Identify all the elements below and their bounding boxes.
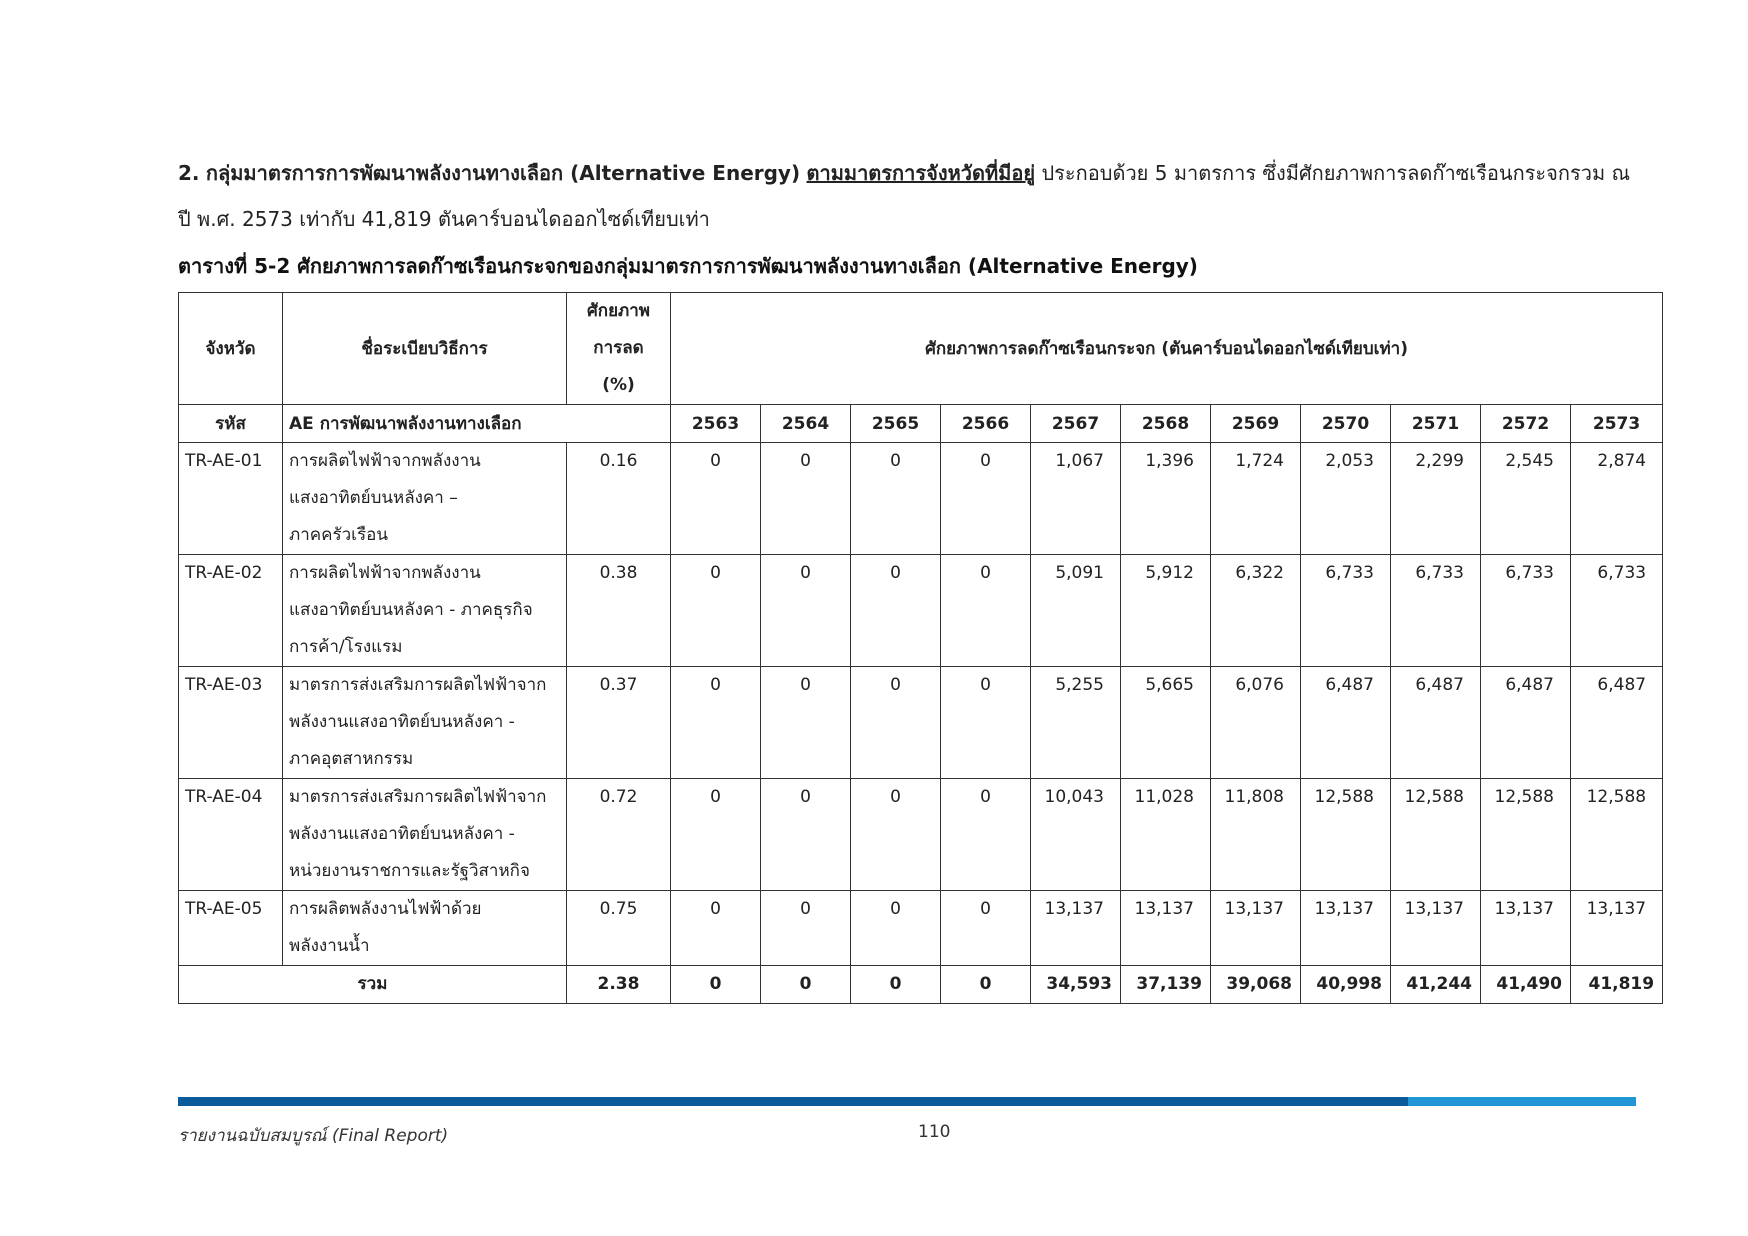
year-header: 2571	[1391, 405, 1481, 443]
row-value: 2,299	[1391, 443, 1481, 555]
year-header: 2568	[1121, 405, 1211, 443]
row-value: 6,487	[1481, 667, 1571, 779]
intro-number: 2.	[178, 161, 200, 185]
row-name-line: การผลิตไฟฟ้าจากพลังงาน	[289, 451, 481, 471]
row-code: TR-AE-05	[179, 891, 283, 966]
table-row	[179, 443, 1663, 555]
row-value: 2,545	[1481, 443, 1571, 555]
total-value: 40,998	[1301, 966, 1391, 1004]
row-value: 13,137	[1571, 891, 1663, 966]
row-value: 6,733	[1571, 555, 1663, 667]
row-name-line: การค้า/โรงแรม	[289, 637, 403, 657]
row-pct: 0.75	[567, 891, 671, 966]
header-group: AE การพัฒนาพลังงานทางเลือก	[283, 405, 671, 443]
header-potential-line2: การลด	[593, 338, 644, 358]
header-row-2	[179, 405, 1663, 443]
row-value: 13,137	[1481, 891, 1571, 966]
row-name-line: มาตรการส่งเสริมการผลิตไฟฟ้าจาก	[289, 675, 547, 695]
row-value: 13,137	[1031, 891, 1121, 966]
row-value: 13,137	[1301, 891, 1391, 966]
row-name-line: การผลิตไฟฟ้าจากพลังงาน	[289, 563, 481, 583]
row-value: 5,665	[1121, 667, 1211, 779]
row-value: 1,724	[1211, 443, 1301, 555]
row-value: 0	[851, 891, 941, 966]
total-value: 39,068	[1211, 966, 1301, 1004]
row-value: 5,091	[1031, 555, 1121, 667]
header-method: ชื่อระเบียบวิธีการ	[283, 293, 567, 405]
row-value: 13,137	[1121, 891, 1211, 966]
row-value: 13,137	[1211, 891, 1301, 966]
row-name-line: พลังงานแสงอาทิตย์บนหลังคา -	[289, 712, 515, 732]
year-header: 2570	[1301, 405, 1391, 443]
row-name-line: พลังงานน้ำ	[289, 936, 370, 956]
header-province: จังหวัด	[179, 293, 283, 405]
row-value: 0	[941, 555, 1031, 667]
year-header: 2572	[1481, 405, 1571, 443]
row-value: 1,396	[1121, 443, 1211, 555]
row-code: TR-AE-03	[179, 667, 283, 779]
row-value: 12,588	[1481, 779, 1571, 891]
total-value: 0	[851, 966, 941, 1004]
total-value: 0	[761, 966, 851, 1004]
total-value: 41,819	[1571, 966, 1663, 1004]
intro-title: กลุ่มมาตรการการพัฒนาพลังงานทางเลือก (Alternative Energy)	[205, 161, 801, 185]
table-body	[179, 443, 1663, 966]
row-code: TR-AE-01	[179, 443, 283, 555]
row-value: 5,912	[1121, 555, 1211, 667]
row-value: 6,733	[1481, 555, 1571, 667]
row-code: TR-AE-04	[179, 779, 283, 891]
row-value: 6,733	[1301, 555, 1391, 667]
row-value: 6,487	[1571, 667, 1663, 779]
row-value: 11,028	[1121, 779, 1211, 891]
row-name	[283, 779, 567, 891]
table-row	[179, 779, 1663, 891]
row-pct: 0.16	[567, 443, 671, 555]
row-value: 0	[941, 891, 1031, 966]
footer-report-title: รายงานฉบับสมบูรณ์ (Final Report)	[178, 1126, 449, 1146]
total-pct: 2.38	[567, 966, 671, 1004]
row-pct: 0.37	[567, 667, 671, 779]
row-value: 0	[761, 891, 851, 966]
row-value: 6,322	[1211, 555, 1301, 667]
total-value: 0	[671, 966, 761, 1004]
row-value: 0	[941, 779, 1031, 891]
header-potential-line3: (%)	[602, 375, 635, 395]
row-value: 0	[851, 443, 941, 555]
year-header: 2569	[1211, 405, 1301, 443]
row-value: 0	[851, 667, 941, 779]
year-header: 2567	[1031, 405, 1121, 443]
row-value: 0	[761, 443, 851, 555]
year-header: 2573	[1571, 405, 1663, 443]
row-value: 12,588	[1301, 779, 1391, 891]
row-value: 0	[671, 555, 761, 667]
row-pct: 0.38	[567, 555, 671, 667]
row-name-line: หน่วยงานราชการและรัฐวิสาหกิจ	[289, 861, 530, 881]
row-value: 2,874	[1571, 443, 1663, 555]
row-value: 5,255	[1031, 667, 1121, 779]
row-name	[283, 891, 567, 966]
header-code: รหัส	[179, 405, 283, 443]
row-value: 13,137	[1391, 891, 1481, 966]
row-value: 6,487	[1301, 667, 1391, 779]
year-header: 2565	[851, 405, 941, 443]
row-name	[283, 667, 567, 779]
header-row-1	[179, 293, 1663, 405]
row-value: 0	[761, 779, 851, 891]
row-value: 0	[671, 443, 761, 555]
reduction-table	[178, 292, 1663, 1004]
row-name	[283, 443, 567, 555]
row-name-line: พลังงานแสงอาทิตย์บนหลังคา -	[289, 824, 515, 844]
row-value: 11,808	[1211, 779, 1301, 891]
row-name-line: ภาคอุตสาหกรรม	[289, 749, 414, 769]
row-value: 0	[761, 667, 851, 779]
row-value: 0	[851, 779, 941, 891]
intro-underline: ตามมาตรการจังหวัดที่มีอยู่	[806, 161, 1036, 185]
row-code: TR-AE-02	[179, 555, 283, 667]
row-value: 0	[941, 443, 1031, 555]
table-row	[179, 667, 1663, 779]
row-value: 6,487	[1391, 667, 1481, 779]
row-value: 12,588	[1391, 779, 1481, 891]
row-name-line: มาตรการส่งเสริมการผลิตไฟฟ้าจาก	[289, 787, 547, 807]
total-value: 41,490	[1481, 966, 1571, 1004]
row-value: 0	[941, 667, 1031, 779]
header-reduction: ศักยภาพการลดก๊าซเรือนกระจก (ตันคาร์บอนไดออกไซด์เทียบเท่า)	[671, 293, 1663, 405]
header-potential	[567, 293, 671, 405]
row-value: 1,067	[1031, 443, 1121, 555]
year-header: 2564	[761, 405, 851, 443]
total-label: รวม	[179, 966, 567, 1004]
row-name-line: การผลิตพลังงานไฟฟ้าด้วย	[289, 899, 482, 919]
row-value: 0	[671, 667, 761, 779]
table-row	[179, 891, 1663, 966]
row-value: 0	[851, 555, 941, 667]
row-name-line: แสงอาทิตย์บนหลังคา - ภาคธุรกิจ	[289, 600, 533, 620]
row-value: 2,053	[1301, 443, 1391, 555]
row-value: 0	[671, 779, 761, 891]
row-value: 0	[761, 555, 851, 667]
intro-rest: ประกอบด้วย 5 มาตรการ ซึ่งมีศักยภาพการลดก๊าซเรือนกระจกรวม ณ ปี พ.ศ. 2573 เท่ากับ 41,819 ตันคาร์บอนไดออกไซด์เทียบเท่า	[178, 161, 1631, 231]
row-name-line: ภาคครัวเรือน	[289, 525, 388, 545]
row-value: 0	[671, 891, 761, 966]
footer-bar-light	[1408, 1097, 1636, 1106]
row-value: 12,588	[1571, 779, 1663, 891]
row-value: 6,733	[1391, 555, 1481, 667]
total-value: 0	[941, 966, 1031, 1004]
intro-paragraph	[178, 150, 1638, 242]
table-caption: ตารางที่ 5-2 ศักยภาพการลดก๊าซเรือนกระจกของกลุ่มมาตรการการพัฒนาพลังงานทางเลือก (Alternative Energy)	[178, 254, 1198, 278]
year-header: 2563	[671, 405, 761, 443]
table-row	[179, 555, 1663, 667]
row-name-line: แสงอาทิตย์บนหลังคา –	[289, 488, 458, 508]
row-value: 10,043	[1031, 779, 1121, 891]
total-value: 41,244	[1391, 966, 1481, 1004]
footer-bar-dark	[178, 1097, 1408, 1106]
header-potential-line1: ศักยภาพ	[586, 301, 650, 321]
row-name	[283, 555, 567, 667]
page-number: 110	[918, 1122, 951, 1142]
row-pct: 0.72	[567, 779, 671, 891]
total-value: 37,139	[1121, 966, 1211, 1004]
total-value: 34,593	[1031, 966, 1121, 1004]
year-header: 2566	[941, 405, 1031, 443]
total-row	[179, 966, 1663, 1004]
row-value: 6,076	[1211, 667, 1301, 779]
